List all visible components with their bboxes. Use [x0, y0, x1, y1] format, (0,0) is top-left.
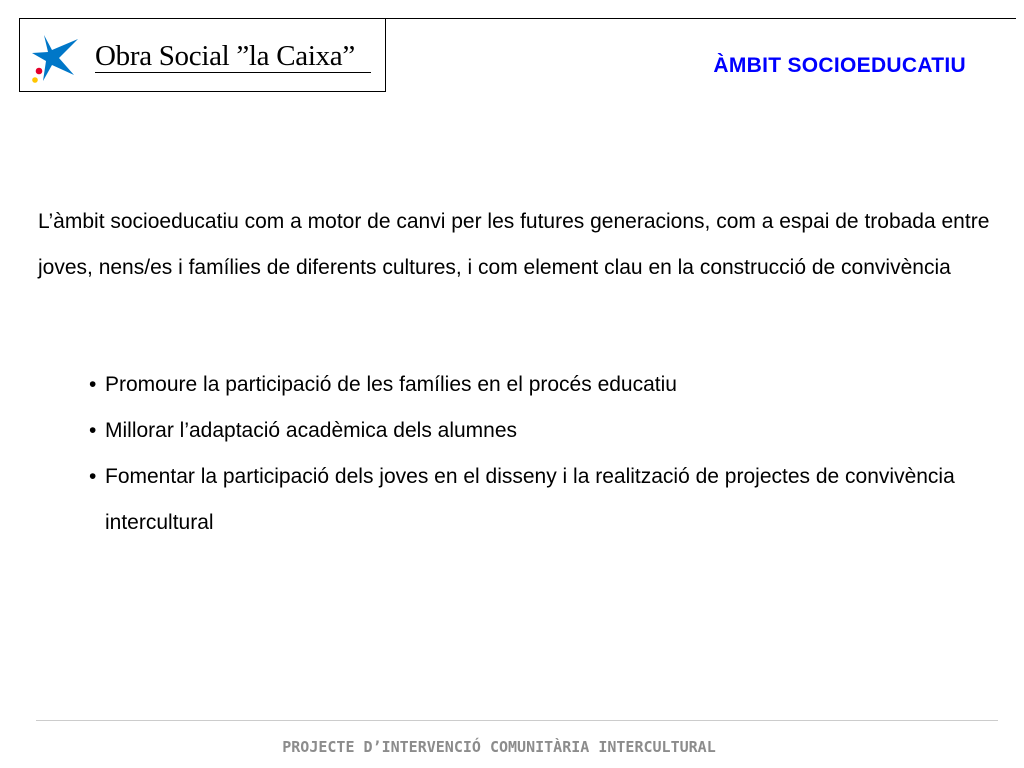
logo-box: [19, 18, 386, 92]
header-divider: [386, 18, 1016, 19]
bullet-icon: •: [89, 465, 97, 488]
list-item: [89, 454, 989, 546]
list-item: [89, 362, 989, 408]
bullet-icon: •: [89, 419, 97, 442]
list-item-text: Promoure la participació de les famílies en el procés educatiu: [105, 373, 677, 396]
logo-text: Obra Social ”la Caixa”: [95, 40, 355, 72]
list-item: [89, 408, 989, 454]
section-title: ÀMBIT SOCIOEDUCATIU: [713, 54, 966, 77]
intro-paragraph: L’àmbit socioeducatiu com a motor de canvi per les futures generacions, com a espai de trobada entre joves, nens/es i famílies de diferents cultures, i com element clau en la construcció de convivència: [38, 210, 990, 279]
list-item-text: Millorar l’adaptació acadèmica dels alumnes: [105, 419, 518, 442]
bullet-icon: •: [89, 373, 97, 396]
list-item-text: Fomentar la participació dels joves en el disseny i la realització de projectes de convivència intercultural: [105, 465, 955, 534]
footer-text: PROJECTE D’INTERVENCIÓ COMUNITÀRIA INTERCULTURAL: [282, 738, 716, 756]
logo-underline: [95, 72, 371, 73]
objectives-list: [89, 362, 989, 546]
footer-divider: [36, 720, 998, 721]
la-caixa-star-icon: [30, 33, 82, 83]
